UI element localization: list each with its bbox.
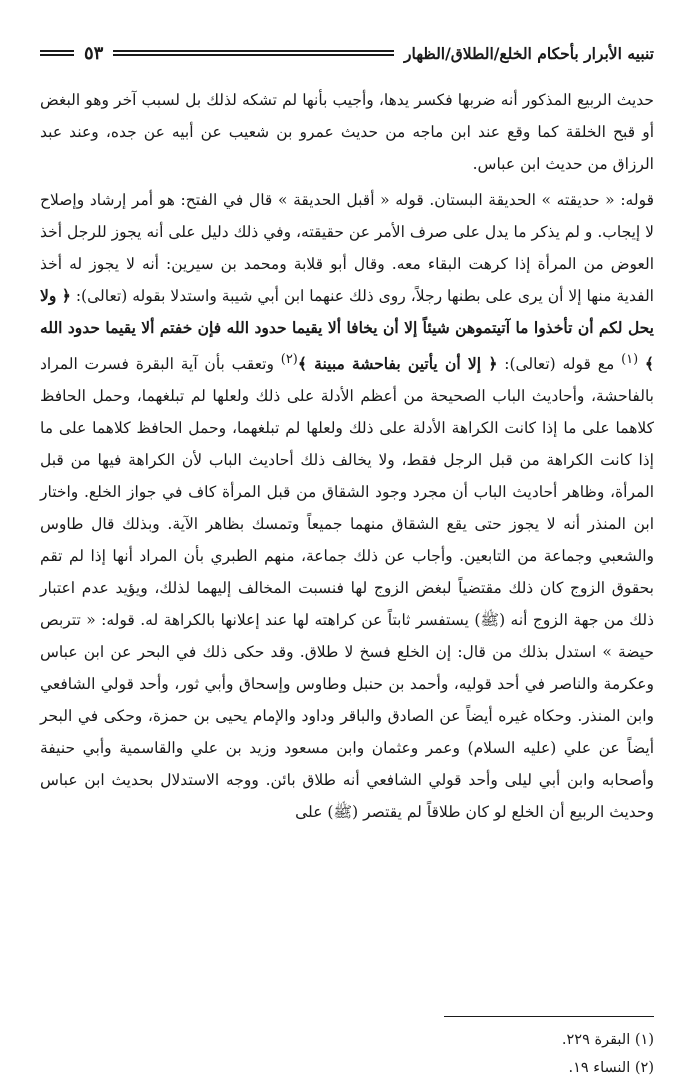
- page-number: ٥٣: [84, 42, 104, 64]
- footnote-ref: (١): [621, 352, 639, 367]
- paragraph: [40, 184, 654, 828]
- paragraph-text: قوله: « حديقته » الحديقة البستان. قوله « أقبل الحديقة » قال في الفتح: هو أمر إرشاد وإصلاح لا إيجاب. و لم يذكر ما يدل على صرف الأمر عن حقيقته، وفي ذلك دليل على أنه يجوز للرجل أخذ العوض من المرأة إذا كرهت البقاء معه. وقال أبو قلابة ومحمد بن سيرين: أنه لا يجوز له أخذ الفدية منها إلا أن يرى على بطنها رجلاً، روى ذلك عنهما ابن أبي شيبة واستدلا بقوله (تعالى):: [40, 191, 654, 305]
- footnote-ref: (٢): [280, 352, 298, 367]
- footnote: (٢) النساء ١٩.: [568, 1060, 654, 1076]
- page-header: [40, 36, 654, 70]
- footnote: (١) البقرة ٢٢٩.: [561, 1032, 654, 1048]
- header-rule-short: [40, 50, 74, 56]
- footnotes: [40, 1026, 654, 1082]
- running-title: تنبيه الأبرار بأحكام الخلع/الطلاق/الظهار: [404, 43, 654, 63]
- paragraph-text: مع قوله (تعالى):: [504, 355, 615, 374]
- main-text: [40, 84, 654, 832]
- quran-verse: ﴿ ولا يحل لكم أن تأخذوا ما آتيتموهن شيئاً إلا أن يخافا ألا يقيما حدود الله فإن خفتم ألا يقيما حدود الله ﴾: [40, 286, 654, 374]
- quran-verse: ﴿ إلا أن يأتين بفاحشة مبينة ﴾: [297, 354, 498, 374]
- paragraph-text: وتعقب بأن آية البقرة فسرت المراد بالفاحشة، وأحاديث الباب الصحيحة من أعظم الأدلة على ذلك ولعلها لم تبلغهما، وحمل الحافظ كلاهما على ما إذا كانت الكراهة الأدلة على ذلك ولعلها لم تبلغهما، وحمل الحافظ كلاهما على ما إذا كانت الكراهة من قبل الرجل فقط، ولا يخالف ذلك أحاديث الباب لأن الكراهة فيها من قبل المرأة، وظاهر أحاديث الباب أن مجرد وجود الشقاق من قبل المرأة كاف في جواز الخلع. واختار ابن المنذر أنه لا يجوز حتى يقع الشقاق منهما جميعاً وتمسك بظاهر الآية. وبذلك قال طاوس والشعبي وجماعة من التابعين. وأجاب عن ذلك جماعة، منهم الطبري بأن المراد أنها إذا لم تقم بحقوق الزوج كان ذلك مقتضياً لبغض الزوج لها فنسبت المخالف إليهما لذلك، ويؤيد عدم اعتبار ذلك من جهة الزوج أنه (ﷺ) يستفسر ثابتاً عن كراهته لها عند إعلانها بالكراهة له. قوله: « تتربص حيضة » استدل بذلك من قال: إن الخلع فسخ لا طلاق. وقد حكى ذلك في البحر عن ابن عباس وعكرمة والناصر في أحد قوليه، وأحمد بن حنبل وطاوس وإسحاق وأبي ثور، وأحد قولي الشافعي وابن المنذر. وحكاه غيره أيضاً عن الصادق والباقر وداود والإمام يحيى بن حمزة، وحكى في البحر أيضاً عن علي (عليه السلام) وعمر وعثمان وابن مسعود وزيد بن علي والقاسمية وأبي حنيفة وأصحابه وابن أبي ليلى وأحد قولي الشافعي أنه طلاق بائن. ووجه الاستدلال بحديث ابن عباس وحديث الربيع أن الخلع لو كان طلاقاً لم يقتصر (ﷺ) على: [40, 355, 654, 822]
- footnote-separator: [444, 1016, 654, 1017]
- header-rule: [113, 50, 394, 56]
- paragraph: حديث الربيع المذكور أنه ضربها فكسر يدها، وأجيب بأنها لم تشكه لذلك بل لسبب آخر وهو البغض أو قبح الخلقة كما وقع عند ابن ماجه من حديث عمرو بن شعيب عن أبيه عن جده، وعند عبد الرزاق من حديث ابن عباس.: [40, 91, 654, 173]
